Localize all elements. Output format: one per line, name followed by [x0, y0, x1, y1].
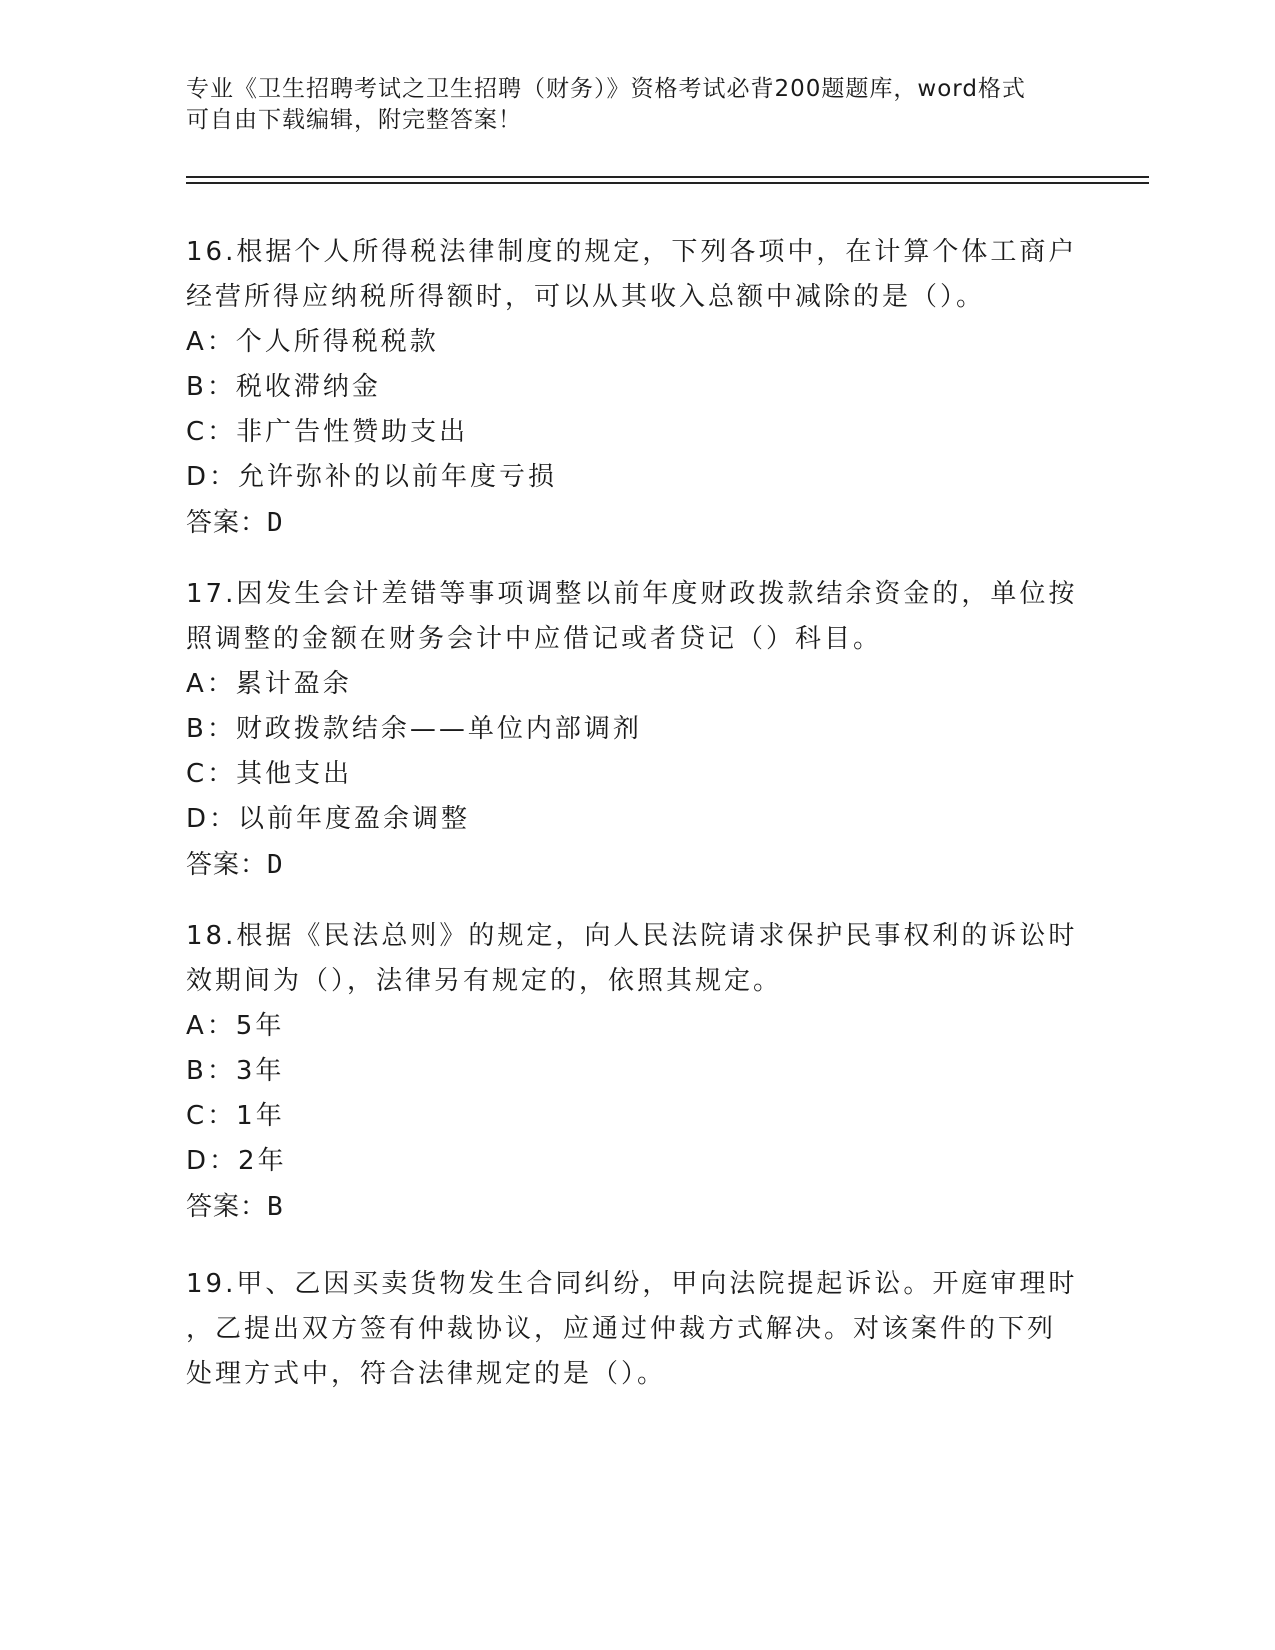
document-header	[186, 74, 1066, 136]
option-b: B：3年	[186, 1056, 285, 1086]
stem-line: 16.根据个人所得税法律制度的规定，下列各项中，在计算个体工商户	[186, 237, 1078, 267]
answer-line	[186, 500, 1086, 546]
option-c: C：非广告性赞助支出	[186, 417, 469, 447]
stem-line: 18.根据《民法总则》的规定，向人民法院请求保护民事权利的诉讼时	[186, 921, 1078, 951]
stem-line: ，乙提出双方签有仲裁协议，应通过仲裁方式解决。对该案件的下列	[186, 1314, 1057, 1344]
question-17	[186, 572, 1086, 888]
question-16	[186, 230, 1086, 546]
answer-label: 答案：	[186, 1192, 268, 1222]
stem-line: 17.因发生会计差错等事项调整以前年度财政拨款结余资金的，单位按	[186, 579, 1078, 609]
option-a: A：5年	[186, 1011, 285, 1041]
header-divider-bottom	[186, 182, 1149, 184]
question-stem	[186, 914, 1086, 1004]
option-d: D：允许弥补的以前年度亏损	[186, 462, 558, 492]
answer-label: 答案：	[186, 850, 268, 880]
question-stem	[186, 572, 1086, 662]
option-c: C：其他支出	[186, 759, 353, 789]
answer-line	[186, 842, 1086, 888]
stem-line: 效期间为（），法律另有规定的，依照其规定。	[186, 966, 783, 996]
option-b: B：财政拨款结余——单位内部调剂	[186, 714, 642, 744]
stem-line: 19.甲、乙因买卖货物发生合同纠纷，甲向法院提起诉讼。开庭审理时	[186, 1269, 1078, 1299]
stem-line: 经营所得应纳税所得额时，可以从其收入总额中减除的是（）。	[186, 282, 986, 312]
option-d: D：以前年度盈余调整	[186, 804, 471, 834]
option-c: C：1年	[186, 1101, 285, 1131]
header-divider-top	[186, 176, 1149, 178]
answer-value: D	[267, 850, 284, 880]
answer-label: 答案：	[186, 508, 268, 538]
answer-value: D	[267, 508, 284, 538]
option-b: B：税收滞纳金	[186, 372, 381, 402]
answer-value: B	[267, 1192, 284, 1222]
option-a: A：累计盈余	[186, 669, 352, 699]
header-line-1: 专业《卫生招聘考试之卫生招聘（财务）》资格考试必背200题题库，word格式	[186, 76, 1026, 102]
question-stem	[186, 1262, 1086, 1397]
option-a: A：个人所得税税款	[186, 327, 439, 357]
stem-line: 处理方式中，符合法律规定的是（）。	[186, 1359, 667, 1389]
question-stem	[186, 230, 1086, 320]
option-d: D：2年	[186, 1146, 287, 1176]
stem-line: 照调整的金额在财务会计中应借记或者贷记（）科目。	[186, 624, 883, 654]
question-19	[186, 1262, 1086, 1397]
question-18	[186, 914, 1086, 1230]
header-line-2: 可自由下载编辑，附完整答案！	[186, 107, 522, 133]
answer-line	[186, 1184, 1086, 1230]
